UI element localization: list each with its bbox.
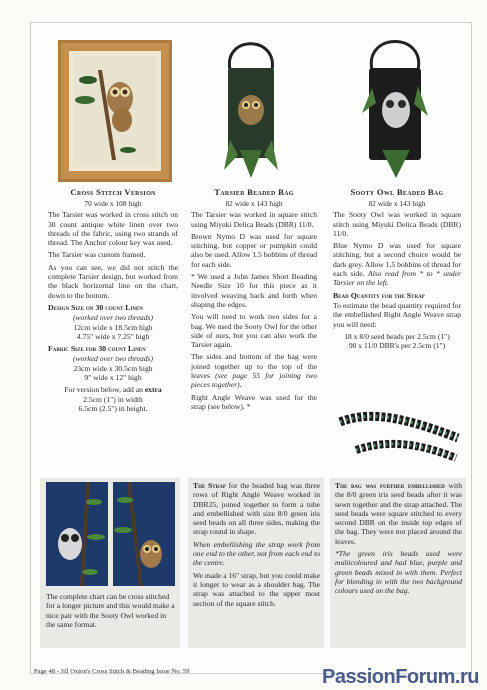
tarsier-bag-p4: You will need to work two sides for a bag. We used the Sooty Owl for the other side of ours, but you can also work the Tarsier again. [191, 312, 317, 350]
owl-bag-p2 [333, 241, 461, 287]
extra-bold: extra [144, 385, 162, 395]
tarsier-bag-p3: * We used a John James Short Beading Needle Size 10 for this piece as it involved weaving back and forth when shaping the edges. [191, 272, 317, 309]
cross-stitch-p1: The Tarsier was worked in cross stitch on 30 count antique white linen over two threads of the fabric, using two strands of thread. The Anchor colour key was used. [48, 210, 178, 248]
tarsier-bag-p6: Right Angle Weave was used for the strap (see below). * [191, 392, 317, 411]
tarsier-bag-p2: Brown Nymo D was used for square stitching, but copper or pumpkin could also be used. Allow 1.5 bobbins of thread for each side. [191, 231, 317, 269]
tarsier-bag-p5-italic: (see page 55 for joining two pieces together). [191, 371, 317, 390]
fabric-size-metric: 23cm wide x 30.5cm high [73, 363, 153, 373]
long-owl-image [46, 482, 108, 586]
strap-p1-text: for the beaded bag was three rows of Right Angle Weave worked in DBR25, joined together to form a tube and embellished with size 8/0 green iris seed beads on all three sides, making the strap round in shape. [193, 481, 320, 537]
tarsier-bag-p1: The Tarsier was worked in square stitch using Miyuki Delica Beads (DBR) 11/0. [191, 210, 317, 229]
tarsier-bag-column [191, 188, 317, 414]
cross-stitch-column [48, 188, 178, 413]
owl-bag-p2-italic: Also read from * to * under Tarsier on the left. [333, 269, 462, 288]
watermark: PassionForum.ru [322, 666, 479, 688]
bead-quantity-seed: 18 x 8/0 seed beads per 2.5cm (1") [344, 331, 450, 341]
embellish-p2: *The green iris beads used were multicoloured and had blue, purple and green beads mixed in with them. Perfect for blending in with the two background colours used on the bag. [335, 549, 462, 596]
long-version-caption: The complete chart can be cross stitched for a longer picture and this would make a nice pair with the Sooty Owl worked in the same format. [46, 592, 175, 629]
cross-stitch-p3: As you can see, we did not stitch the complete Tarsier design, but worked from the black horizontal line on the chart, down to the bottom. [48, 262, 178, 300]
embellish-p1-text: with the 8/0 green iris seed beads after it was sewn together and the strap attached. The seed beads were square stitched to every second DBR on the inside top edges of the bag. They were not placed around the leaves. [335, 481, 463, 546]
embellish-p1 [335, 481, 462, 546]
strap-text [193, 481, 320, 611]
page-footer: Page 48 - Jill Oxton's Cross Stitch & Beading Issue No. 59 [34, 668, 190, 675]
sooty-owl-bag-image [358, 28, 432, 180]
cross-stitch-size: 70 wide x 108 high [84, 199, 142, 209]
strap-p1 [193, 481, 320, 537]
owl-bag-heading: Sooty Owl Beaded Bag [350, 187, 444, 197]
tarsier-bag-p5 [191, 352, 317, 389]
strap-p2: When embellishing the strap work from one end to the other, not from each end to the centre. [193, 539, 320, 568]
strap-lead: The Strap [193, 481, 226, 490]
owl-bag-p2-text: Blue Nymo D was used for square stitching, but a second choice would be dark grey. Allow 1.5 bobbins of thread for each side. [333, 241, 461, 279]
bead-quantity-text: To estimate the bead quantity required for the embellished Right Angle Weave strap you will need: [333, 300, 461, 329]
bead-quantity-heading: Bead Quantity for the Strap [333, 290, 425, 300]
design-size-heading: Design Size on 30 count Linen [48, 302, 143, 312]
design-size-imperial: 4.75" wide x 7.25" high [76, 331, 150, 341]
strap-p3: We made a 16" strap, but you could make it longer to wear as a shoulder bag. The strap was attached to the upper most section of the square stitch. [193, 570, 320, 608]
fabric-size-heading: Fabric Size for 30 count Linen [48, 344, 146, 354]
owl-bag-size: 82 wide x 143 high [368, 199, 426, 209]
tarsier-bag-heading: Tarsier Beaded Bag [214, 187, 294, 197]
embellish-text [335, 481, 462, 599]
owl-bag-column [333, 188, 461, 350]
fabric-size-sub: (worked over two threads) [72, 354, 154, 364]
tarsier-bag-size: 82 wide x 143 high [225, 199, 283, 209]
extra-height: 6.5cm (2.5") in height. [78, 403, 148, 413]
extra-note [48, 385, 178, 394]
extra-pre: For version below, add an [64, 385, 145, 395]
beaded-strap-image [336, 404, 462, 464]
fabric-size-imperial: 9" wide x 12" high [84, 373, 142, 383]
design-size-metric: 12cm wide x 18.5cm high [73, 322, 153, 332]
cross-stitch-heading: Cross Stitch Version [70, 187, 156, 197]
cross-stitch-p2: The Tarsier was custom framed. [48, 250, 146, 260]
design-size-sub: (worked over two threads) [72, 313, 154, 323]
tarsier-bag-image [218, 30, 284, 180]
owl-bag-p1: The Sooty Owl was worked in square stitch using Miyuki Delica Beads (DBR) 11/0. [333, 210, 461, 238]
long-tarsier-image [113, 482, 175, 586]
framed-tarsier-image [58, 40, 172, 182]
embellish-lead: The bag was further embellished [335, 481, 445, 490]
extra-width: 2.5cm (1") in width [83, 394, 143, 404]
tarsier-bag-p5-text: The sides and bottom of the bag were joined together up to the top of the leaves [191, 352, 317, 381]
bead-quantity-dbr: 90 x 11/0 DBR's per 2.5cm (1") [348, 341, 446, 351]
